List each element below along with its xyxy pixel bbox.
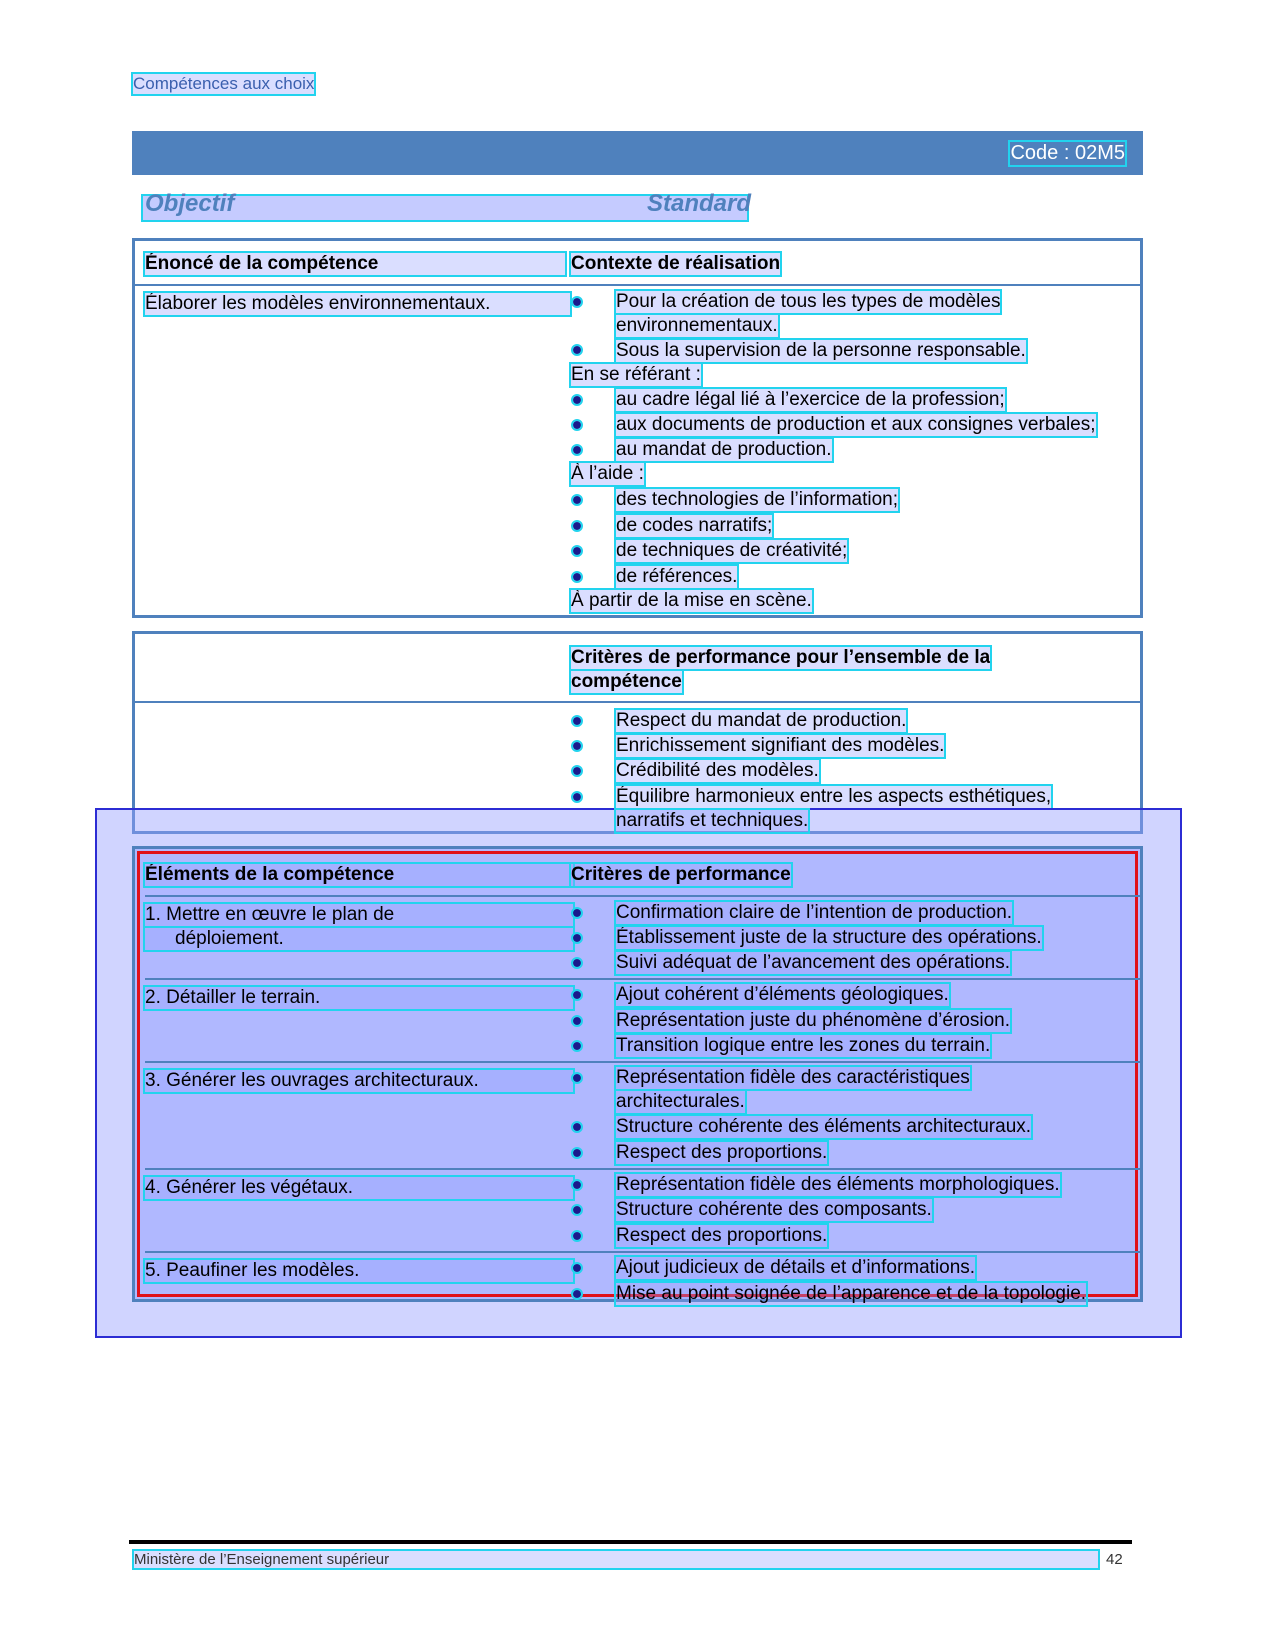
table-header-divider bbox=[145, 895, 1140, 897]
bullet-icon bbox=[573, 1123, 581, 1131]
bullet-icon bbox=[573, 793, 581, 801]
criteria-header: Critères de performance pour l’ensemble de la bbox=[571, 647, 991, 668]
context-item-continued: environnementaux. bbox=[616, 315, 778, 336]
objectif-heading: Objectif bbox=[145, 190, 235, 217]
competence-statement: Élaborer les modèles environnementaux. bbox=[145, 293, 570, 315]
bullet-icon bbox=[573, 522, 581, 530]
criteria-item: Équilibre harmonieux entre les aspects esthétiques, bbox=[616, 786, 1052, 807]
context-item: au mandat de production. bbox=[616, 439, 832, 460]
bullet-icon bbox=[573, 1042, 581, 1050]
criteria-item: Structure cohérente des éléments architecturaux. bbox=[616, 1116, 1032, 1137]
element-item: 5. Peaufiner les modèles. bbox=[145, 1260, 573, 1282]
bullet-icon bbox=[573, 298, 581, 306]
bullet-icon bbox=[573, 446, 581, 454]
table-header-divider bbox=[135, 701, 1140, 703]
bullet-icon bbox=[573, 909, 581, 917]
bullet-icon bbox=[573, 991, 581, 999]
criteria-item-continued: narratifs et techniques. bbox=[616, 810, 809, 831]
bullet-icon bbox=[573, 1074, 581, 1082]
row-divider bbox=[145, 978, 1140, 980]
criteria-item: Transition logique entre les zones du terrain. bbox=[616, 1035, 991, 1056]
bullet-icon bbox=[573, 547, 581, 555]
col-header-criteria: Critères de performance bbox=[571, 864, 791, 885]
bullet-icon bbox=[573, 1149, 581, 1157]
criteria-item: Suivi adéquat de l’avancement des opérations. bbox=[616, 952, 1010, 973]
element-item: 3. Générer les ouvrages architecturaux. bbox=[145, 1070, 573, 1092]
bullet-icon bbox=[573, 421, 581, 429]
footer-ministry: Ministère de l’Enseignement supérieur bbox=[134, 1551, 1098, 1568]
criteria-item: Établissement juste de la structure des opérations. bbox=[616, 927, 1042, 948]
bullet-icon bbox=[573, 767, 581, 775]
standard-heading: Standard bbox=[647, 190, 752, 217]
bullet-icon bbox=[573, 1232, 581, 1240]
context-intro: À l’aide : bbox=[571, 463, 644, 484]
row-divider bbox=[145, 1251, 1140, 1253]
element-item: 1. Mettre en œuvre le plan de bbox=[145, 904, 573, 926]
context-item: au cadre légal lié à l’exercice de la profession; bbox=[616, 389, 1005, 410]
bullet-icon bbox=[573, 396, 581, 404]
criteria-item: Respect du mandat de production. bbox=[616, 710, 907, 731]
footer-page-number: 42 bbox=[1106, 1551, 1123, 1568]
criteria-item: Représentation juste du phénomène d’érosion. bbox=[616, 1010, 1010, 1031]
context-item: Pour la création de tous les types de modèles bbox=[616, 291, 1001, 312]
row-divider bbox=[145, 1061, 1140, 1063]
criteria-item-continued: architecturales. bbox=[616, 1091, 745, 1112]
criteria-item: Ajout cohérent d’éléments géologiques. bbox=[616, 984, 949, 1005]
bullet-icon bbox=[573, 742, 581, 750]
bullet-icon bbox=[573, 496, 581, 504]
bullet-icon bbox=[573, 959, 581, 967]
element-item-continued: déploiement. bbox=[145, 928, 573, 950]
criteria-item: Enrichissement signifiant des modèles. bbox=[616, 735, 945, 756]
bullet-icon bbox=[573, 1206, 581, 1214]
context-item: des technologies de l’information; bbox=[616, 489, 899, 510]
bullet-icon bbox=[573, 346, 581, 354]
criteria-item: Respect des proportions. bbox=[616, 1225, 828, 1246]
col-header-elements: Éléments de la compétence bbox=[145, 864, 573, 886]
bullet-icon bbox=[573, 573, 581, 581]
criteria-item: Représentation fidèle des caractéristiques bbox=[616, 1067, 970, 1088]
bullet-icon bbox=[573, 934, 581, 942]
bullet-icon bbox=[573, 1181, 581, 1189]
criteria-header-continued: compétence bbox=[571, 671, 682, 692]
context-intro: En se référant : bbox=[571, 364, 701, 385]
running-title: Compétences aux choix bbox=[133, 74, 315, 93]
footer-rule bbox=[129, 1540, 1132, 1544]
col-header-enonce: Énoncé de la compétence bbox=[145, 253, 565, 275]
criteria-item: Confirmation claire de l’intention de production. bbox=[616, 902, 1013, 923]
criteria-item: Structure cohérente des composants. bbox=[616, 1199, 932, 1220]
row-divider bbox=[145, 1168, 1140, 1170]
context-item: de techniques de créativité; bbox=[616, 540, 848, 561]
criteria-item: Ajout judicieux de détails et d’informations. bbox=[616, 1257, 976, 1278]
code-label: Code : 02M5 bbox=[1010, 142, 1125, 164]
bullet-icon bbox=[573, 1017, 581, 1025]
criteria-item: Mise au point soignée de l’apparence et de la topologie. bbox=[616, 1283, 1087, 1304]
bullet-icon bbox=[573, 717, 581, 725]
context-item: de références. bbox=[616, 566, 738, 587]
context-item: Sous la supervision de la personne responsable. bbox=[616, 340, 1026, 361]
element-item: 2. Détailler le terrain. bbox=[145, 987, 573, 1009]
criteria-item: Crédibilité des modèles. bbox=[616, 760, 819, 781]
table-header-divider bbox=[135, 284, 1140, 286]
criteria-item: Représentation fidèle des éléments morphologiques. bbox=[616, 1174, 1060, 1195]
col-header-contexte: Contexte de réalisation bbox=[571, 253, 781, 274]
code-band bbox=[132, 131, 1143, 175]
context-item: de codes narratifs; bbox=[616, 515, 773, 536]
element-item: 4. Générer les végétaux. bbox=[145, 1177, 573, 1199]
bullet-icon bbox=[573, 1290, 581, 1298]
bullet-icon bbox=[573, 1264, 581, 1272]
context-intro: À partir de la mise en scène. bbox=[571, 590, 812, 611]
context-item: aux documents de production et aux consignes verbales; bbox=[616, 414, 1096, 435]
criteria-item: Respect des proportions. bbox=[616, 1142, 828, 1163]
